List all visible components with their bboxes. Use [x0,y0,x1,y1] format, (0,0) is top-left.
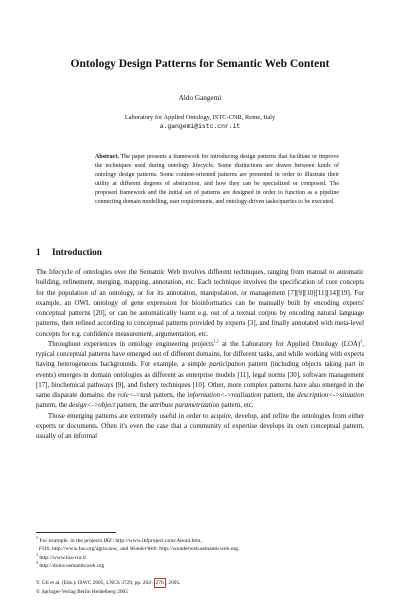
citation-line [36,578,364,588]
project-name: FOS [38,546,50,553]
footnote-link[interactable]: : http://www.fao.org/agris/aos/, and [49,546,130,553]
footnote-divider [36,532,116,533]
footnote-text: For example, in the projects [39,538,104,544]
author-name: Aldo Gangemi [178,94,222,102]
citation-text: Y. Gil et al. (Eds.): ISWC 2005, LNCS 3729, pp. 262– [36,580,154,586]
footnote-number: 3 [36,560,38,566]
footnote-1-cont [36,545,364,553]
section-title: Introduction [52,247,102,257]
footnote-link[interactable]: http://dolce.semanticweb.org [39,563,105,570]
paragraph-2-text: pattern, etc. [219,402,254,410]
footnote-link[interactable]: : http://wonderweb.semanticweb.org. [156,546,240,553]
paragraph-2-text: pattern, the [261,392,298,399]
paragraph-2-text: , typical conceptual patterns have emerged out of different domains, for different tasks, and while working with experts having heterogeneous backgrounds. For example, a simple [36,340,364,369]
pattern-name: attribute parametrization [149,402,220,410]
footnotes [36,537,364,571]
paragraph-2-text: pattern, the [36,402,69,410]
paragraph-1: The lifecycle of ontologies over the Semantic Web involves different techniques, ranging from manual to automatic building, refinement, merging, mapping, annotation, etc. Each technique involves the specification of core concepts for the population of an ontology, or for its annotation, manipulation, or management [7][9][10][11][14][19]. For example, an OWL ontology of gene expression for bioinformatics can be manually built by encoding experts' conceptual patterns [20], or can be automatically learnt e.g. out of a textual corpus by encoding natural language patterns, then refined according to conceptual patterns provided by experts [3], and finally annotated with meta-level concepts for e.g. confidence measurement, argumentation, etc. [36,269,364,338]
footnote-number: 1 [36,535,38,541]
paragraph-2-text: pattern, the [115,402,150,410]
paragraph-2-text: at the Laboratory for Applied Ontology (LOA) [218,340,361,348]
citation-block [36,578,364,596]
paragraph-3: Those emerging patterns are extremely useful in order to acquire, develop, and refine the ontologies from either experts or documents. Often it's even the case that a community of expertise develops its own conceptual pattern, usually of an informal [36,412,364,440]
abstract [95,153,339,208]
page-range-link[interactable]: 276 [155,580,164,586]
pattern-name: information<->realization [187,392,262,399]
abstract-label: Abstract. [95,154,119,160]
footnote-mark[interactable]: 1,2 [213,338,219,344]
paragraph-2-text: pattern, the [151,392,188,399]
footnote-mark[interactable]: 3 [360,338,363,344]
paragraph-2 [36,340,364,412]
pattern-name: design<->object [68,402,116,410]
project-name: WonderWeb [129,546,157,553]
paper-title: Ontology Design Patterns for Semantic Web Content [70,58,330,70]
affiliation-block [20,113,380,131]
section-number: 1 [36,247,41,257]
body-text [36,268,364,442]
paragraph-2-text: Throughout experiences in ontology engineering projects [48,340,214,348]
abstract-text: The paper presents a framework for introducing design patterns that facilitate or improve the techniques used during ontology lifecycle. Some distinctions are drawn between kinds of ontology design patterns. Some content-oriented patterns are presented in order to illustrate their utility at different degrees of abstraction, and how they can be specialized or composed. The proposed framework and the initial set of patterns are designed in order to function as a pipeline connecting domain modelling, user requirements, and ontology-driven tasks/queries to be executed. [95,154,339,206]
section-heading [36,247,102,257]
affiliation: Laboratory for Applied Ontology, ISTC-CNR, Rome, Italy [124,114,276,121]
pattern-name: description<->situation [297,392,364,399]
copyright: © Springer-Verlag Berlin Heidelberg 2005 [36,589,128,595]
footnote-1 [36,537,364,545]
footnote-2 [36,551,364,562]
footnote-number: 2 [36,551,38,557]
footnote-link[interactable]: : http://www.ikfproject.com/About.htm, [112,538,202,544]
citation-text: , 2005. [165,580,181,586]
pattern-name: participation [209,361,246,369]
project-name: IKF [103,538,113,544]
pattern-name: role<->task [117,392,152,399]
paragraph-2-text: pattern (including objects taking part in events) emerges in domain ontologies as different as enterprise models [11], legal norms [30], software management [17], biochemical pathways [9], and fishery techniques [10]. Other, more complex patterns have also emerged in the same disparate domains: the [36,361,365,399]
author-email[interactable]: a.gangemi@istc.cnr.it [159,123,241,130]
footnote-3 [36,562,364,570]
footnote-link[interactable]: http://www.loa-cnr.it [39,554,86,561]
